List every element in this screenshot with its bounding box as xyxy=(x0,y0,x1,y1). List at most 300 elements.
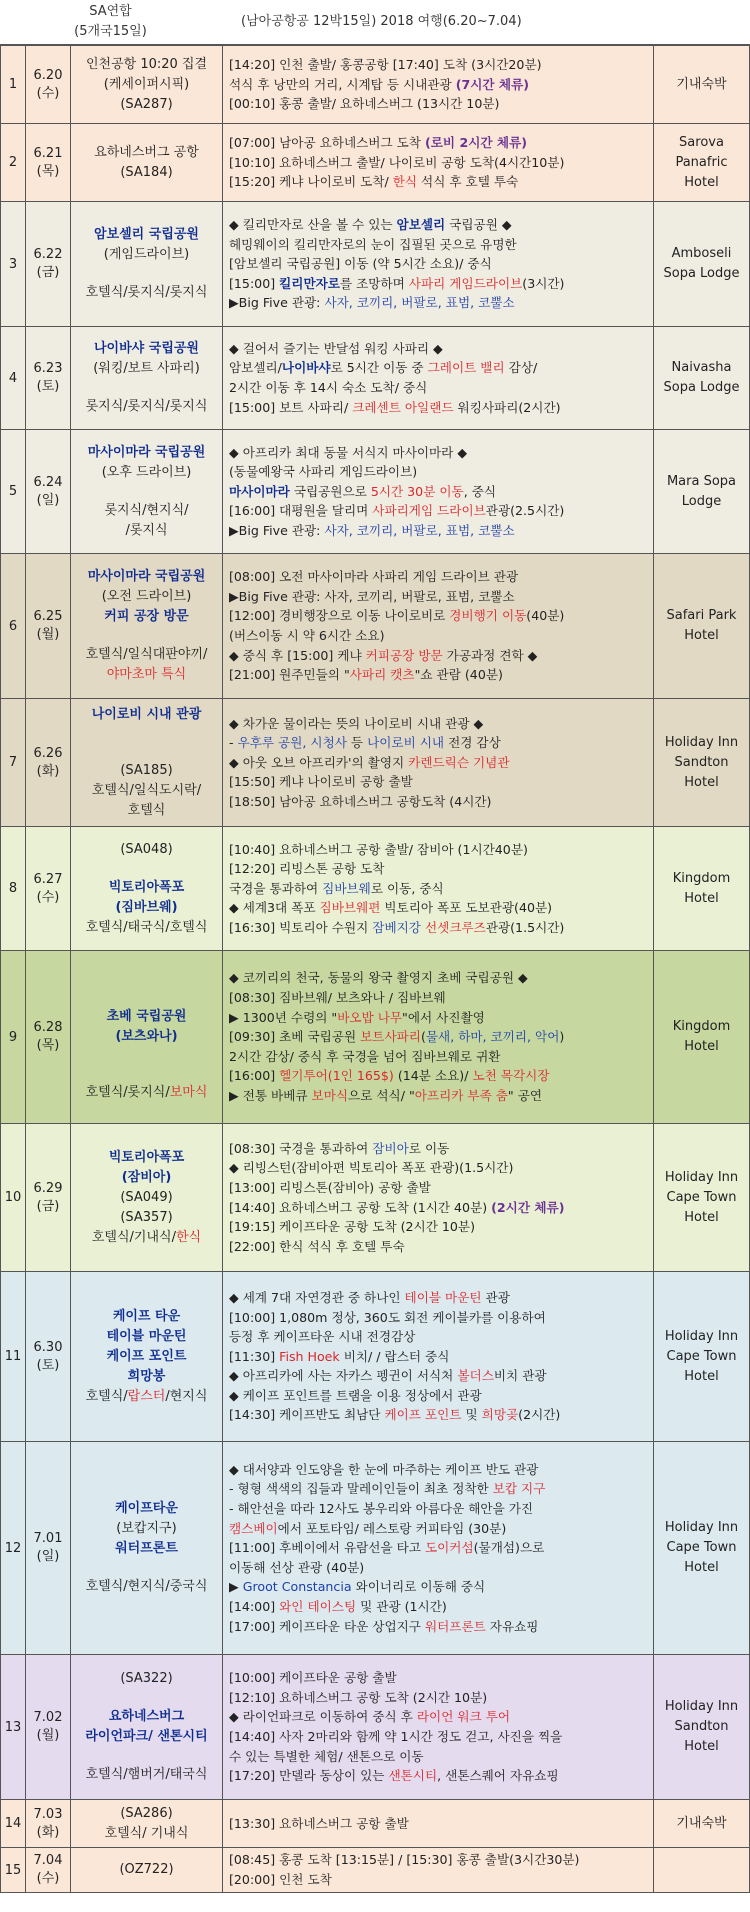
text-segment: [16:00] 대평원을 달리며 xyxy=(229,503,373,519)
text-segment: 물새, 하마, 코끼리, 악어 xyxy=(425,1029,560,1045)
place-line xyxy=(71,781,222,801)
text-segment: 2시간 이동 후 14시 숙소 도착/ 중식 xyxy=(229,380,428,395)
text-segment: 라이언파크/ 샌톤시티 xyxy=(85,1729,208,1744)
text-segment: (3시간) xyxy=(522,275,565,291)
text-segment: 호텔식/ 기내식 xyxy=(104,1825,189,1841)
weekday: (토) xyxy=(36,379,60,394)
text-segment: 국경을 통과하여 xyxy=(229,880,323,896)
date-cell xyxy=(26,699,71,827)
schedule-line xyxy=(229,501,647,521)
place-cell xyxy=(71,951,223,1124)
place-line xyxy=(71,665,222,685)
day-number: 7 xyxy=(1,699,26,827)
place-line xyxy=(71,878,222,898)
text-segment: (버스이동 시 약 6시간 소요) xyxy=(229,628,385,643)
itinerary-table xyxy=(0,45,750,1893)
place-line xyxy=(71,743,222,761)
place-line xyxy=(71,339,222,359)
text-segment: 희망곶 xyxy=(481,1407,519,1423)
hotel-line: Hotel xyxy=(684,774,719,790)
place-cell xyxy=(71,1800,223,1848)
text-segment: ◆ 킬리만자로 산을 볼 수 있는 xyxy=(229,217,397,233)
place-line xyxy=(71,1747,222,1765)
date: 6.20 xyxy=(33,67,63,83)
schedule-line xyxy=(229,626,647,646)
text-segment: ▶ 전통 바베큐 xyxy=(229,1087,312,1103)
text-segment: [14:20] 인천 출발/ 홍콩공항 [17:40] 도착 (3시간20분) xyxy=(229,57,542,73)
schedule-line xyxy=(229,968,647,988)
text-segment: (7시간 체류) xyxy=(455,76,530,92)
text-segment: (14분 소요)/ xyxy=(393,1068,473,1084)
schedule-line xyxy=(229,235,647,255)
place-line xyxy=(71,567,222,587)
hotel-cell xyxy=(654,327,750,430)
place-line xyxy=(71,1804,222,1824)
schedule-line xyxy=(229,1405,647,1425)
place-line xyxy=(71,607,222,627)
text-segment: [14:40] 요하네스버그 공항 도착 (1시간 40분) xyxy=(229,1199,492,1215)
schedule-line xyxy=(229,859,647,879)
text-segment: 희망봉 xyxy=(127,1368,166,1384)
hotel-line: Hotel xyxy=(684,1039,719,1054)
schedule-line xyxy=(229,521,647,541)
text-segment: 마사이마라 xyxy=(229,483,290,499)
text-segment: 랍스터 xyxy=(127,1388,166,1404)
schedule-line xyxy=(229,293,647,313)
place-line xyxy=(71,1707,222,1727)
place-line xyxy=(71,1824,222,1844)
table-row xyxy=(1,1124,750,1272)
text-segment: - 형형 색색의 집들과 말레이인들이 최초 정착한 xyxy=(229,1481,493,1497)
text-segment: 로 5시간 이동 중 xyxy=(330,360,428,376)
day-number: 11 xyxy=(1,1272,26,1442)
text-segment: 호텔식/일식도시락/ xyxy=(91,782,202,798)
text-segment: 국립공원으로 xyxy=(289,483,371,499)
place-line xyxy=(71,1327,222,1347)
date-cell xyxy=(26,202,71,327)
place-line xyxy=(71,1860,222,1880)
place-line xyxy=(71,1148,222,1168)
text-segment: 롯지식/현지식/ xyxy=(104,502,189,518)
date: 7.03 xyxy=(33,1806,63,1822)
text-segment: (물개섬)으로 xyxy=(473,1540,545,1556)
schedule-line xyxy=(229,1577,647,1597)
text-segment: 보트사파리 xyxy=(360,1029,421,1045)
table-row xyxy=(1,124,750,202)
text-segment: 호텔식/ xyxy=(85,1388,128,1404)
text-segment: 캠스베이 xyxy=(229,1520,278,1536)
hotel-line: Hotel xyxy=(684,174,719,190)
schedule-line xyxy=(229,482,647,502)
text-segment: 석식 후 호텔 투숙 xyxy=(417,174,519,190)
text-segment: 으로 석식/ " xyxy=(348,1087,415,1103)
text-segment: 도이커섬 xyxy=(424,1540,474,1556)
day-number: 9 xyxy=(1,951,26,1124)
hotel-line: Kingdom xyxy=(672,870,731,886)
schedule-line xyxy=(229,1178,647,1198)
text-segment: ( xyxy=(420,1029,426,1045)
schedule-line xyxy=(229,339,647,359)
text-segment: 마사이마라 국립공원 xyxy=(87,444,206,460)
text-segment: 보마식 xyxy=(311,1087,349,1103)
text-segment: 호텔식/기내식/ xyxy=(91,1229,176,1245)
table-row xyxy=(1,1442,750,1655)
date: 6.30 xyxy=(33,1339,63,1355)
hotel-line: Lodge xyxy=(681,493,722,509)
text-segment: 와이너리로 이동해 중식 xyxy=(351,1579,486,1595)
text-segment: [08:30] 국경을 통과하여 xyxy=(229,1140,373,1156)
place-line xyxy=(71,1519,222,1539)
schedule-cell xyxy=(223,951,654,1124)
place-line xyxy=(71,1307,222,1327)
place-line xyxy=(71,501,222,521)
text-segment: 석식 후 낭만의 거리, 시계탑 등 시내관광 xyxy=(229,76,456,92)
hotel-cell xyxy=(654,1124,750,1272)
text-segment: 를 조망하며 xyxy=(339,275,409,291)
place-cell xyxy=(71,124,223,202)
text-segment: [14:00] xyxy=(229,1598,280,1614)
hotel-line: 기내숙박 xyxy=(676,76,727,92)
text-segment: 바오밥 나무 xyxy=(337,1009,403,1025)
text-segment: [12:10] 요하네스버그 공항 도착 (2시간 10분) xyxy=(229,1689,488,1705)
place-line xyxy=(71,463,222,483)
text-segment: 커피공장 방문 xyxy=(365,647,443,663)
schedule-line xyxy=(229,714,647,734)
day-number: 6 xyxy=(1,554,26,699)
text-segment: 경비행기 이동 xyxy=(449,608,527,624)
hotel-line: Holiday Inn xyxy=(664,1328,739,1344)
text-segment: "에서 사진촬영 xyxy=(402,1009,485,1025)
hotel-line: Holiday Inn xyxy=(664,1699,739,1714)
table-row xyxy=(1,1272,750,1442)
text-segment: 2시간 감상/ 중식 후 국경을 넘어 짐바브웨로 귀환 xyxy=(229,1048,501,1064)
place-line xyxy=(71,1669,222,1689)
schedule-line xyxy=(229,792,647,812)
place-line xyxy=(71,705,222,725)
schedule-cell xyxy=(223,554,654,699)
hotel-cell xyxy=(654,202,750,327)
text-segment: ◆ 대서양과 인도양을 한 눈에 마주하는 케이프 반도 관광 xyxy=(229,1461,539,1477)
header-place xyxy=(28,0,193,44)
schedule-line xyxy=(229,1066,647,1086)
hotel-line: Sandton xyxy=(674,1719,729,1734)
text-segment: ◆ 케이프 포인트를 트램을 이용 정상에서 관광 xyxy=(229,1387,482,1403)
hotel-cell xyxy=(654,827,750,951)
hotel-line: Cape Town xyxy=(666,1540,737,1555)
text-segment: 케이프타운 xyxy=(115,1501,178,1516)
place-line: 인천공항 10:20 집결 xyxy=(85,56,208,72)
text-segment: (2시간) xyxy=(518,1407,561,1423)
text-segment: 암보셀리/ xyxy=(229,360,282,376)
text-segment: 호텔식/태국식/호텔식 xyxy=(85,919,208,935)
place-line xyxy=(71,989,222,1007)
text-segment: 야마초마 특식 xyxy=(106,667,187,682)
text-segment: 보마식 xyxy=(169,1085,208,1100)
schedule-line xyxy=(229,1747,647,1767)
text-segment: 호텔식/일식대판야끼/ xyxy=(85,647,208,662)
text-segment: 짐바브웨 xyxy=(322,880,371,896)
date-cell xyxy=(26,1800,71,1848)
hotel-line: Holiday Inn xyxy=(664,1169,739,1185)
hotel-cell xyxy=(654,1442,750,1655)
text-segment: 에서 포토타임/ 레스토랑 커피타임 (30분) xyxy=(277,1520,507,1536)
text-segment: 호텔식/롯지식/ xyxy=(85,1085,170,1100)
text-segment: (SA286) xyxy=(120,1805,173,1821)
place-cell xyxy=(71,202,223,327)
text-segment: ◆ 세계3대 폭포 xyxy=(229,900,320,916)
text-segment: 짐바브웨편 xyxy=(319,900,381,916)
text-segment: 아프리카 부족 춤 xyxy=(414,1087,508,1103)
text-segment: (워킹/보트 사파리) xyxy=(93,361,200,376)
schedule-line xyxy=(229,443,647,463)
place-line xyxy=(71,1499,222,1519)
text-segment: (오후 드라이브) xyxy=(101,464,192,480)
hotel-cell xyxy=(654,1800,750,1848)
weekday: (토) xyxy=(36,1357,60,1373)
text-segment: 등 xyxy=(346,735,368,751)
hotel-cell xyxy=(654,1272,750,1442)
schedule-line xyxy=(229,1766,647,1786)
text-segment: [17:00] 케이프타운 타운 상업지구 xyxy=(229,1618,425,1634)
place-line xyxy=(71,1208,222,1228)
text-segment: [13:30] 요하네스버그 공항 출발 xyxy=(229,1815,409,1831)
text-segment: ▶Big Five 관광: xyxy=(229,295,325,311)
text-segment: 카렌드릭슨 기념관 xyxy=(408,754,510,770)
text-segment: 호텔식/햄버거/태국식 xyxy=(85,1767,208,1782)
hotel-line: Holiday Inn xyxy=(664,734,739,750)
date-cell xyxy=(26,1848,71,1893)
text-segment: 라이언 워크 투어 xyxy=(416,1709,511,1725)
place-line xyxy=(71,1559,222,1577)
schedule-line xyxy=(229,1460,647,1480)
hotel-line: 기내숙박 xyxy=(676,1815,727,1831)
text-segment: - xyxy=(229,735,238,751)
schedule-line xyxy=(229,1707,647,1727)
place-cell xyxy=(71,699,223,827)
text-segment: [11:00] 후베이에서 유람선을 타고 xyxy=(229,1540,425,1556)
schedule-line xyxy=(229,1308,647,1328)
text-segment: [17:20] 만델라 동상이 있는 xyxy=(229,1768,389,1784)
text-segment: 헤밍웨이의 킬리만자로의 눈이 집필된 곳으로 유명한 xyxy=(229,236,517,252)
date: 6.25 xyxy=(33,609,63,624)
text-segment: 나이바샤 국립공원 xyxy=(94,341,199,356)
text-segment: 호텔식/현지식/중국식 xyxy=(85,1579,208,1594)
table-row xyxy=(1,430,750,554)
hotel-cell xyxy=(654,699,750,827)
schedule-cell xyxy=(223,827,654,951)
day-number: 1 xyxy=(1,46,26,124)
place-line xyxy=(71,1083,222,1103)
text-segment: 등정 후 케이프타운 시내 전경감상 xyxy=(229,1329,416,1345)
schedule-cell xyxy=(223,46,654,124)
table-row xyxy=(1,46,750,124)
schedule-line xyxy=(229,988,647,1008)
text-segment: ◆ 아프리카에 사는 자카스 펭귄이 서식처 xyxy=(229,1368,458,1384)
schedule-line xyxy=(229,274,647,294)
place-line xyxy=(71,443,222,463)
text-segment: 케이프 포인트 xyxy=(106,1348,187,1364)
text-segment: [21:00] 원주민들의 " xyxy=(229,667,350,683)
place-line xyxy=(71,840,222,860)
text-segment: 커피 공장 방문 xyxy=(104,609,189,624)
text-segment: [19:15] 케이프타운 공항 도착 (2시간 10분) xyxy=(229,1219,475,1235)
day-number: 8 xyxy=(1,827,26,951)
hotel-line: Amboseli xyxy=(671,246,732,261)
text-segment: 사자, 코끼리, 버팔로, 표범, 코뿔소 xyxy=(324,522,515,538)
text-segment: 보캅 지구 xyxy=(492,1481,546,1497)
table-row xyxy=(1,327,750,430)
text-segment: [14:30] 케이프반도 최남단 xyxy=(229,1407,385,1423)
schedule-cell xyxy=(223,1124,654,1272)
schedule-line xyxy=(229,172,647,192)
text-segment: ▶ xyxy=(229,1579,243,1595)
text-segment: 비치/ / 랍스터 중식 xyxy=(339,1348,450,1364)
schedule-line xyxy=(229,94,647,114)
weekday: (금) xyxy=(36,1198,60,1214)
weekday: (월) xyxy=(36,627,60,642)
date: 6.21 xyxy=(33,145,63,161)
date-cell xyxy=(26,827,71,951)
text-segment: ◆ 코끼리의 천국, 동물의 왕국 촬영지 초베 국립공원 ◆ xyxy=(229,970,528,986)
text-segment: , 샌톤스퀘어 자유쇼핑 xyxy=(437,1768,559,1784)
text-segment: ▶ 1300년 수령의 " xyxy=(229,1009,338,1025)
schedule-line xyxy=(229,772,647,792)
date: 7.04 xyxy=(33,1853,63,1868)
place-line xyxy=(71,587,222,607)
text-segment: 잠비아 xyxy=(372,1140,409,1156)
hotel-line: Sopa Lodge xyxy=(663,380,740,395)
schedule-line xyxy=(229,1366,647,1386)
hotel-line: Mara Sopa xyxy=(666,473,737,489)
text-segment: (40분) xyxy=(526,608,565,624)
text-segment: (SA185) xyxy=(120,762,173,778)
text-segment: (2시간 체류) xyxy=(491,1199,565,1215)
text-segment: [15:00] xyxy=(229,275,280,291)
place-line xyxy=(71,725,222,743)
text-segment: 및 xyxy=(461,1407,482,1423)
day-number: 5 xyxy=(1,430,26,554)
place-cell xyxy=(71,46,223,124)
schedule-line xyxy=(229,1727,647,1747)
text-segment: ▶Big Five 관광: 사자, 코끼리, 버팔로, 표범, 코뿔소 xyxy=(229,588,515,604)
text-segment: 나이로비 시내 xyxy=(367,735,445,751)
schedule-line xyxy=(229,215,647,235)
text-segment: [15:50] 케냐 나이로비 공항 출발 xyxy=(229,774,413,790)
day-number: 2 xyxy=(1,124,26,202)
place-line xyxy=(71,1228,222,1248)
text-segment: [14:40] 사자 2마리와 함께 약 1시간 정도 걷고, 사진을 찍을 xyxy=(229,1729,563,1744)
text-segment: (SA049) xyxy=(120,1189,173,1205)
schedule-line xyxy=(229,1870,647,1890)
place-line xyxy=(71,898,222,918)
date-cell xyxy=(26,327,71,430)
place-line xyxy=(71,1577,222,1597)
schedule-line xyxy=(229,587,647,607)
text-segment: " 공연 xyxy=(507,1087,543,1103)
text-segment: ◆ 리빙스턴(잠비아편 빅토리아 폭포 관광)(1.5시간) xyxy=(229,1160,514,1176)
place-line xyxy=(71,1727,222,1747)
text-segment: 와인 테이스팅 xyxy=(279,1598,357,1614)
text-segment: 케이프 타운 xyxy=(112,1308,181,1324)
text-segment: (SA357) xyxy=(120,1209,173,1225)
table-row xyxy=(1,554,750,699)
schedule-line xyxy=(229,55,647,75)
place-cell xyxy=(71,1442,223,1655)
hotel-line: Hotel xyxy=(684,1739,719,1754)
place-line xyxy=(71,1027,222,1047)
date: 6.28 xyxy=(33,1020,63,1035)
text-segment: 호텔식/롯지식/롯지식 xyxy=(85,285,208,300)
text-segment: 테이블 마운틴 xyxy=(106,1328,187,1344)
text-segment: ) xyxy=(559,1029,565,1045)
schedule-line xyxy=(229,1617,647,1637)
text-segment: /현지식 xyxy=(165,1388,208,1404)
hotel-line: Hotel xyxy=(684,628,719,643)
hotel-line: Hotel xyxy=(684,1560,719,1575)
text-segment: 테이블 마운틴 xyxy=(404,1289,482,1305)
place-line xyxy=(71,379,222,397)
schedule-line xyxy=(229,254,647,274)
schedule-line xyxy=(229,646,647,666)
text-segment: 빅토리아폭포 xyxy=(108,1149,185,1165)
place-line xyxy=(71,245,222,265)
text-segment: 감상/ xyxy=(504,360,538,376)
schedule-cell xyxy=(223,430,654,554)
text-segment: 사자, 코끼리, 버팔로, 표범, 코뿔소 xyxy=(324,295,515,311)
text-segment: 사파리 게임드라이브 xyxy=(408,275,523,291)
text-segment: [07:00] 남아공 요하네스버그 도착 xyxy=(229,135,425,151)
schedule-line xyxy=(229,1217,647,1237)
place-line xyxy=(71,761,222,781)
date-cell xyxy=(26,124,71,202)
schedule-line xyxy=(229,1597,647,1617)
text-segment: 잠베지강 xyxy=(372,919,421,935)
text-segment: (로비 2시간 체류) xyxy=(424,135,528,151)
text-segment: 비치 관광 xyxy=(493,1368,547,1384)
schedule-line xyxy=(229,1519,647,1539)
place-line xyxy=(71,627,222,645)
schedule-cell xyxy=(223,124,654,202)
text-segment: [10:00] 케이프타운 공항 출발 xyxy=(229,1670,397,1686)
table-row xyxy=(1,951,750,1124)
text-segment: 초베 국립공원 xyxy=(106,1009,187,1024)
text-segment: /롯지식 xyxy=(125,522,168,538)
text-segment: Groot Constancia xyxy=(242,1579,352,1595)
schedule-line xyxy=(229,1386,647,1406)
schedule-line xyxy=(229,1327,647,1347)
place-line xyxy=(71,397,222,417)
hotel-line: Hotel xyxy=(684,1209,719,1225)
text-segment: [08:30] 짐바브웨/ 보츠와나 / 짐바브웨 xyxy=(229,990,446,1006)
hotel-cell xyxy=(654,1848,750,1893)
hotel-cell xyxy=(654,951,750,1124)
schedule-cell xyxy=(223,327,654,430)
text-segment: "쇼 관람 (40분) xyxy=(414,667,503,683)
text-segment: (게임드라이브) xyxy=(103,247,190,262)
text-segment: 선셋크루즈 xyxy=(424,919,486,935)
schedule-cell xyxy=(223,1272,654,1442)
text-segment: [22:00] 한식 석식 후 호텔 투숙 xyxy=(229,1238,405,1254)
place-line: (SA287) xyxy=(120,96,173,112)
table-row xyxy=(1,1800,750,1848)
weekday: (금) xyxy=(36,265,60,280)
date-cell xyxy=(26,1272,71,1442)
place-line xyxy=(71,521,222,541)
schedule-line xyxy=(229,1558,647,1578)
schedule-line xyxy=(229,1668,647,1688)
date-cell xyxy=(26,1655,71,1800)
day-number: 12 xyxy=(1,1442,26,1655)
